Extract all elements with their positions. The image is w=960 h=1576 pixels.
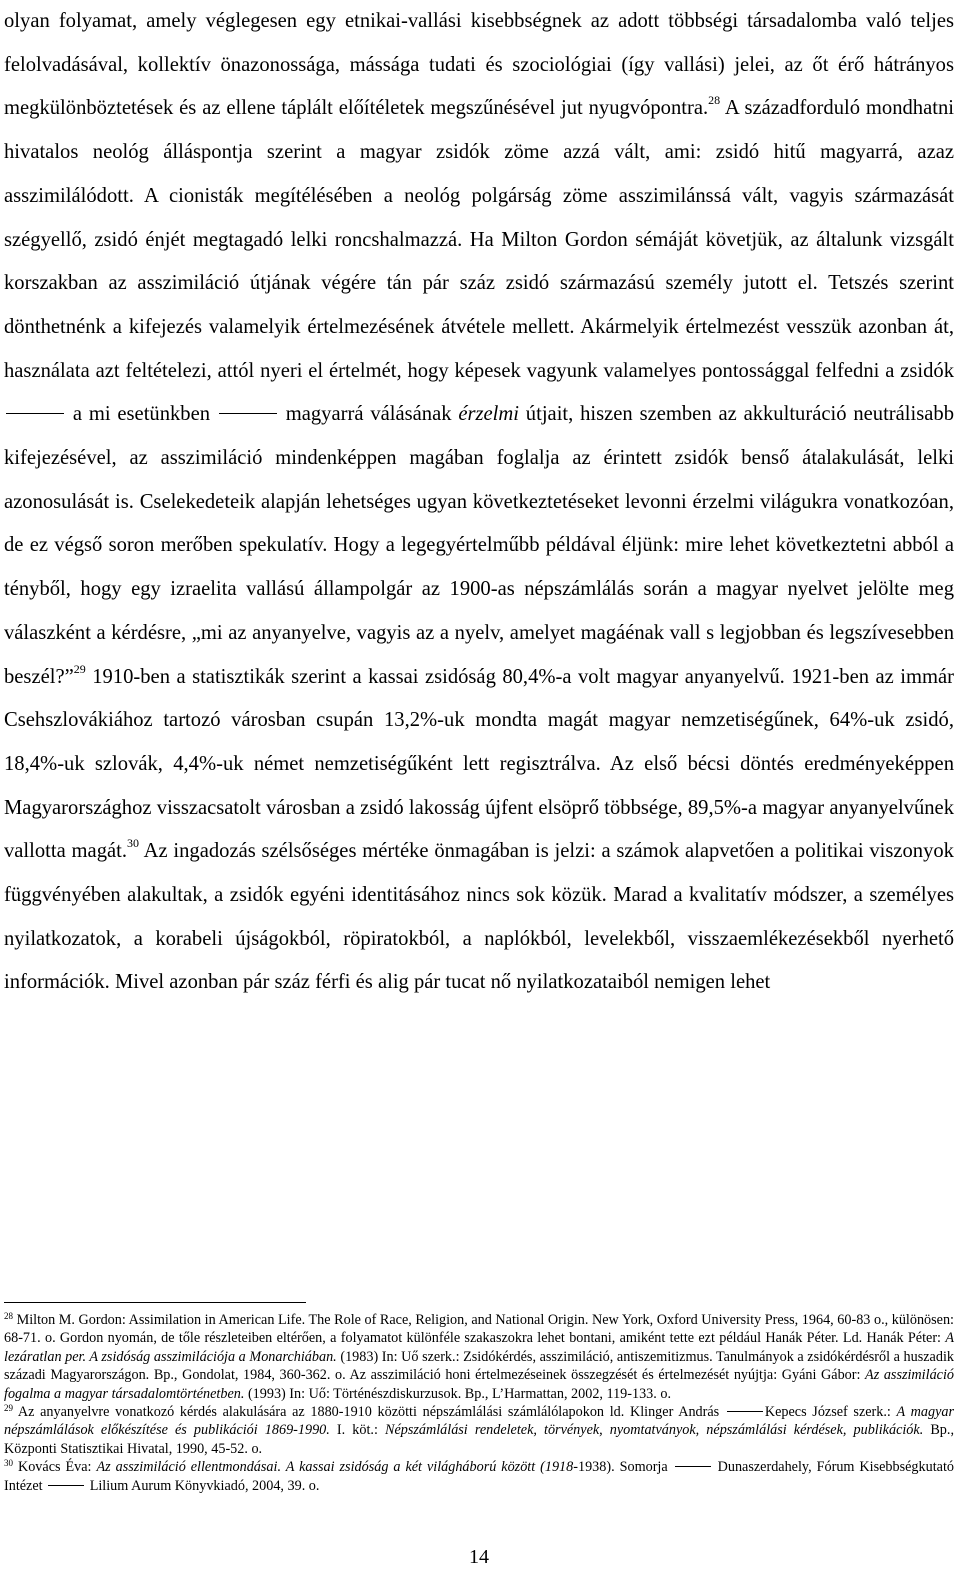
em-dash <box>675 1466 711 1467</box>
text-run: olyan folyamat, amely véglegesen egy etnikai-vallási kisebbségnek az adott többségi társadalomba való teljes felolvadásával, kollektív önazonossága, mássága tudati és szociológiai (így vallási) jelei, az őt érő hátrányos megkülönböztetések és az ellene táplált előítéletek megszűnésével jut nyugvópontra. <box>4 10 954 120</box>
em-dash <box>727 1411 763 1412</box>
text-run: Az ingadozás szélsőséges mértéke önmagában is jelzi: a számok alapvetően a politikai viszonyok függvényében alakultak, a zsidók egyéni identitásához nincs sok közük. Marad a kvalitatív módszer, a személyes nyilatkozatok, a korabeli újságokból, röpiratokból, a naplókból, levelekből, visszaemlékezésekből nyerhető információk. Mivel azonban pár száz férfi és alig pár tucat nő nyilatkozataiból nemigen lehet <box>4 840 954 994</box>
text-run: A századforduló mondhatni hivatalos neológ álláspontja szerint a magyar zsidók zöme azzá vált, ami: zsidó hitű magyarrá, azaz asszimilálódott. A cionisták megítélésében a neológ polgárság zöme asszimilánssá vált, vagyis származását szégyellő, zsidó énjét megtagadó lelki roncshalmazzá. Ha Milton Gordon sémáját követjük, az általunk vizsgált korszakban az asszimiláció útjának végére tán pár száz zsidó származású személy jutott el. Tetszés szerint dönthetnénk a kifejezés valamelyik értelmezésének átvétele mellett. Akármelyik értelmezést vesszük azonban át, használata azt feltételezi, attól nyeri el értelmét, hogy képesek vagyunk valamelyes pontossággal felfedni a zsidók <box>4 97 954 382</box>
text-run: 1910-ben a statisztikák szerint a kassai zsidóság 80,4%-a volt magyar anyanyelvű. 1921-ben az immár Csehszlovákiához tartozó városban csupán 13,2%-uk mondta magát magyar nemzetiségűnek, 64%-uk zsidó, 18,4%-uk szlovák, 4,4%-uk német nemzetiségűként lett regisztrálva. Az első bécsi döntés eredményeképpen Magyarországhoz visszacsatolt városban a zsidó lakosság újfent elsöprő többsége, 89,5%-a magyar anyanyelvűnek vallotta magát. <box>4 665 954 863</box>
footnote-text: Az anyanyelvre vonatkozó kérdés alakulására az 1880-1910 közötti népszámlálási számlálólapokon ld. Klinger András <box>13 1404 725 1421</box>
footnote-text: (1983) In: Uő szerk.: Zsidókérdés, asszimiláció, antiszemitizmus. Tanulmányok a zsidókérdésről a huszadik századi Magyarországon. Bp., Gondolat, 1984, 360-362. o. Az asszimiláció honi értelmezéseinek összegzését és értelmezését nyújtja: Gyáni Gábor: <box>4 1348 954 1384</box>
em-dash <box>6 413 64 414</box>
footnote-italic: Az asszimiláció ellentmondásai. A kassai zsidóság a két világháború között (1918 <box>96 1459 574 1476</box>
footnote-text: Milton M. Gordon: Assimilation in American Life. The Role of Race, Religion, and National Origin. New York, Oxford University Press, 1964, 60-83 o., különösen: 68-71. o. Gordon nyomán, de tőle részleteiben eltérően, a folyamatot különféle szakaszokra lehet bontani, amiként tette ezt például Hanák Péter. Ld. Hanák Péter: <box>4 1312 954 1347</box>
em-dash <box>219 413 277 414</box>
footnote-text: -1938). Somorja <box>573 1459 673 1476</box>
text-run: a mi esetünkben <box>66 403 217 426</box>
footnote-text: Kepecs József szerk.: <box>764 1404 897 1421</box>
footnote-text: Kovács Éva: <box>13 1459 97 1476</box>
footnote-ref-30[interactable]: 30 <box>127 836 139 851</box>
footnote-number: 28 <box>4 1311 13 1321</box>
footnote-text: Dunaszerdahely, Fórum Kisebbségkutató Intézet <box>4 1459 954 1494</box>
document-page <box>4 0 954 1568</box>
footnote-number: 29 <box>4 1403 13 1414</box>
footnote-separator <box>4 1302 306 1303</box>
text-run: magyarrá válásának <box>278 403 459 426</box>
footnote-ref-29[interactable]: 29 <box>73 661 86 676</box>
footnote-italic: A lezáratlan per. A zsidóság asszimilációja a Monarchiában. <box>4 1330 954 1365</box>
body-text <box>4 0 954 1005</box>
footnote-italic: A magyar népszámlálások előkészítése és publikációi 1869-1990. <box>4 1404 954 1439</box>
footnote-italic: Az asszimiláció fogalma a magyar társadalomtörténetben. <box>4 1367 954 1402</box>
footnote-ref-28[interactable]: 28 <box>708 93 721 108</box>
footnote-number: 30 <box>4 1458 13 1469</box>
italic-text: érzelmi <box>458 403 519 426</box>
footnote-italic: Népszámlálási rendeletek, törvények, nyomtatványok, népszámlálási kérdések, publikációk. <box>384 1422 924 1439</box>
footnote-text: (1993) In: Uő: Történészdiskurzusok. Bp., L’Harmattan, 2002, 119-133. o. <box>244 1385 671 1402</box>
footnote-text: I. köt.: <box>329 1422 385 1439</box>
footnote-text: Lilium Aurum Könyvkiadó, 2004, 39. o. <box>86 1477 320 1494</box>
footnote-28 <box>4 1311 954 1403</box>
em-dash <box>48 1485 84 1486</box>
text-run: útjait, hiszen szemben az akkulturáció neutrálisabb kifejezésével, az asszimiláció mindenképpen magában foglalja az érintett zsidók benső átalakulását, lelki azonosulását is. Cselekedeteik alapján lehetséges ugyan következtetéseket levonni érzelmi világukra vonatkozóan, de ez végső soron merőben spekulatív. Hogy a legegyértelműbb példával éljünk: mire lehet következtetni abból a tényből, hogy egy izraelita vallású állampolgár az 1900-as népszámlálás során a magyar nyelvet jelölte meg válaszként a kérdésre, „mi az anyanyelve, vagyis az a nyelv, amelyet magáénak vall s legjobban és legszívesebben beszél?” <box>4 403 954 688</box>
main-paragraph <box>4 0 954 1005</box>
footnotes <box>4 1311 954 1495</box>
footnote-30 <box>4 1458 954 1495</box>
footnote-text: Bp., Központi Statisztikai Hivatal, 1990, 45-52. o. <box>4 1422 954 1457</box>
footnote-29 <box>4 1403 954 1458</box>
page-number: 14 <box>469 1546 489 1568</box>
